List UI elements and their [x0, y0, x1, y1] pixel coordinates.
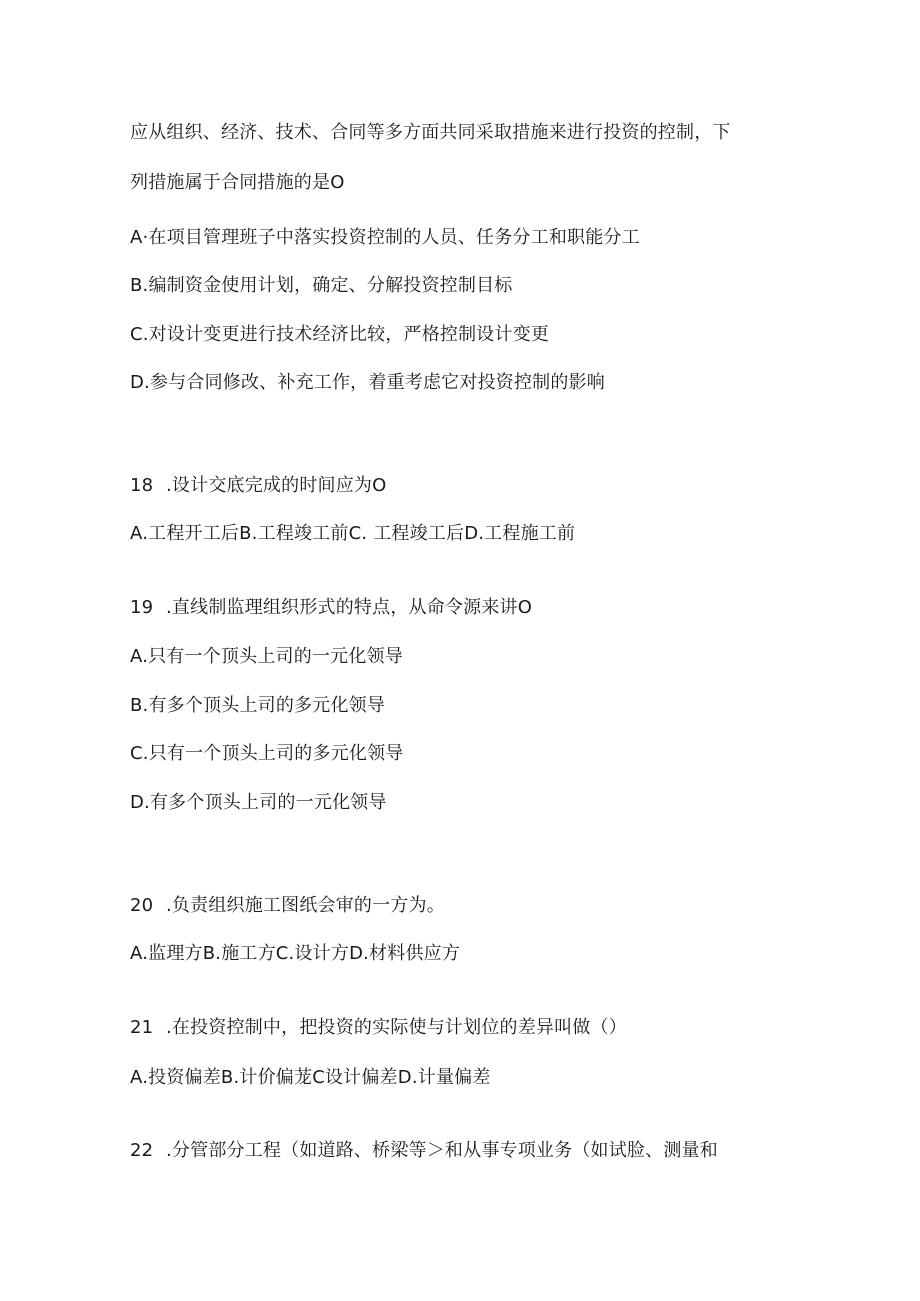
q19-option-d: D.有多个顶头上司的一元化领导 — [130, 792, 387, 813]
q19-number: 19 — [130, 597, 154, 618]
q22-number: 22 — [130, 1140, 154, 1161]
q17-option-c: C.对设计变更进行技术经济比较，严格控制设计变更 — [130, 324, 550, 345]
q17-option-a: A·在项目管理班子中落实投资控制的人员、任务分工和职能分工 — [130, 227, 640, 248]
q21-options: A.投资偏差B.计价偏茏C设计偏差D.计量偏差 — [130, 1067, 491, 1088]
q20-stem — [130, 894, 445, 918]
q18-number: 18 — [130, 475, 154, 496]
q19-option-c: C.只有一个顶头上司的多元化领导 — [130, 743, 404, 764]
q18-options: A.工程开工后B.工程竣工前C. 工程竣工后D.工程施工前 — [130, 523, 576, 544]
q22-stem-text: .分管部分工程（如道路、桥梁等＞和从事专项业务（如试脸、测量和 — [166, 1140, 718, 1161]
q21-stem — [130, 1016, 627, 1040]
q22-stem — [130, 1139, 718, 1163]
q21-stem-text: .在投资控制中，把投资的实际使与计划位的差异叫做（） — [166, 1017, 627, 1038]
q17-stem-line2: 列措施属于合同措施的是O — [130, 172, 345, 193]
q17-stem-line1: 应从组织、经济、技术、合同等多方面共同采取措施来进行投资的控制，下 — [130, 122, 731, 143]
q19-option-b: B.有多个顶头上司的多元化领导 — [130, 695, 386, 716]
q21-number: 21 — [130, 1017, 154, 1038]
q17-option-d: D.参与合同修改、补充工作，着重考虑它对投资控制的影响 — [130, 372, 605, 393]
q17-option-b: B.编制资金使用计划，确定、分解投资控制目标 — [130, 275, 513, 296]
q20-number: 20 — [130, 895, 154, 916]
q20-options: A.监理方B.施工方C.设计方D.材料供应方 — [130, 943, 461, 964]
q19-stem-text: .直线制监理组织形式的特点，从命令源来讲O — [166, 597, 533, 618]
q20-stem-text: .负责组织施工图纸会审的一方为。 — [166, 895, 445, 916]
q18-stem — [130, 474, 387, 498]
q19-option-a: A.只有一个顶头上司的一元化领导 — [130, 646, 403, 667]
q18-stem-text: .设计交底完成的时间应为O — [166, 475, 387, 496]
q19-stem — [130, 596, 532, 620]
